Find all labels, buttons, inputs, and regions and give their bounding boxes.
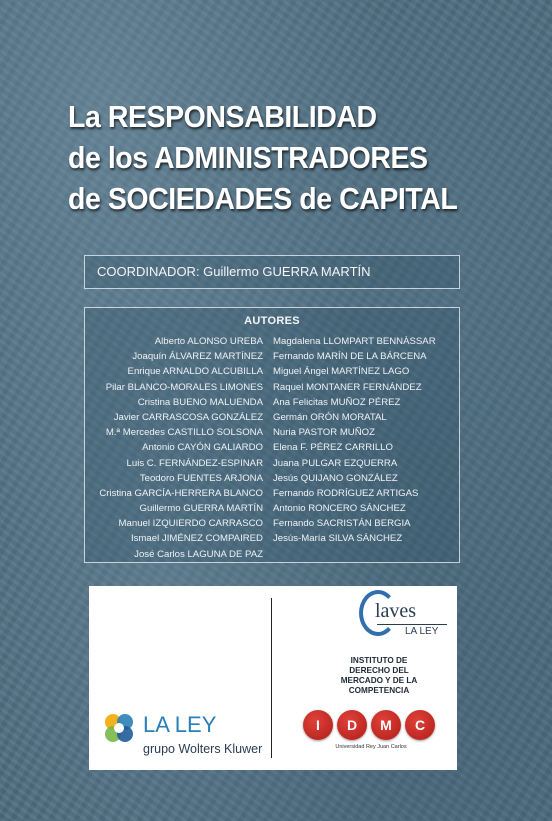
author-name: Fernando SACRISTÁN BERGIA <box>273 518 411 530</box>
publisher-panel <box>89 586 457 770</box>
authors-column-right <box>273 334 436 547</box>
author-name: Cristina GARCÍA-HERRERA BLANCO <box>99 487 263 499</box>
title-line-3: de SOCIEDADES de CAPITAL <box>68 181 458 216</box>
authors-heading: AUTORES <box>244 315 300 327</box>
university-name: Universidad Rey Juan Carlos <box>335 744 407 750</box>
institute-line: COMPETENCIA <box>348 686 410 695</box>
author-name: Enrique ARNALDO ALCUBILLA <box>127 366 263 378</box>
author-name: Joaquín ÁLVAREZ MARTÍNEZ <box>132 351 263 363</box>
idmc-letter: I <box>303 710 333 740</box>
title-line-2: de los ADMINISTRADORES <box>68 140 428 175</box>
author-name: Miguel Ángel MARTÍNEZ LAGO <box>273 366 410 378</box>
idmc-letter: M <box>371 710 401 740</box>
author-name: Guillermo GUERRA MARTÍN <box>139 503 263 515</box>
publisher-group: grupo Wolters Kluwer <box>143 742 263 756</box>
coordinator-text: COORDINADOR: Guillermo GUERRA MARTÍN <box>97 264 371 279</box>
author-name: Jesús-María SILVA SÁNCHEZ <box>273 533 403 545</box>
author-name: Manuel IZQUIERDO CARRASCO <box>118 518 263 530</box>
institute-line: MERCADO Y DE LA <box>340 676 418 685</box>
authors-column-left <box>99 334 263 562</box>
author-name: Jesús QUIJANO GONZÁLEZ <box>273 472 398 484</box>
claves-logo <box>359 590 449 646</box>
author-name: Fernando MARÍN DE LA BÁRCENA <box>273 351 427 363</box>
collection-word: laves <box>375 600 417 622</box>
author-name: Cristina BUENO MALUENDA <box>137 396 263 408</box>
author-name: Antonio RONCERO SÁNCHEZ <box>273 503 406 515</box>
laley-logo <box>101 710 271 760</box>
author-name: Luis C. FERNÁNDEZ-ESPINAR <box>126 457 263 469</box>
claves-rule <box>377 624 447 625</box>
title-line-1: La RESPONSABILIDAD <box>68 99 377 134</box>
author-name: Elena F. PÉREZ CARRILLO <box>273 442 393 454</box>
collection-publisher: LA LEY <box>405 626 439 637</box>
author-name: M.ª Mercedes CASTILLO SOLSONA <box>105 427 263 439</box>
coordinator-box <box>84 255 460 289</box>
author-name: Pilar BLANCO-MORALES LIMONES <box>105 381 263 393</box>
author-name: Javier CARRASCOSA GONZÁLEZ <box>113 411 263 423</box>
author-name: Alberto ALONSO UREBA <box>154 336 263 347</box>
author-name: Ismael JIMÉNEZ COMPAIRED <box>130 533 263 545</box>
author-name: Fernando RODRÍGUEZ ARTIGAS <box>273 487 419 499</box>
panel-divider <box>271 598 272 758</box>
authors-box <box>84 307 460 563</box>
institute-name <box>309 656 449 696</box>
author-name: Germán ORÓN MORATAL <box>273 411 387 423</box>
idmc-letter: D <box>337 710 367 740</box>
author-name: Magdalena LLOMPART BENNÀSSAR <box>273 336 436 347</box>
idmc-logo <box>301 706 441 754</box>
author-name: Teodoro FUENTES ARJONA <box>139 472 263 484</box>
idmc-letter: C <box>405 710 435 740</box>
laley-mark-icon <box>103 712 135 744</box>
institute-line: DERECHO DEL <box>349 666 409 675</box>
book-title <box>68 96 491 219</box>
publisher-name: LA LEY <box>143 712 217 737</box>
institute-line: INSTITUTO DE <box>350 656 408 665</box>
author-name: José Carlos LAGUNA DE PAZ <box>134 548 263 560</box>
author-name: Antonio CAYÓN GALIARDO <box>142 442 263 454</box>
author-name: Juana PULGAR EZQUERRA <box>273 457 398 469</box>
author-name: Ana Felicitas MUÑOZ PÉREZ <box>273 396 401 408</box>
author-name: Raquel MONTANER FERNÁNDEZ <box>273 381 422 393</box>
author-name: Nuria PASTOR MUÑOZ <box>273 427 375 439</box>
